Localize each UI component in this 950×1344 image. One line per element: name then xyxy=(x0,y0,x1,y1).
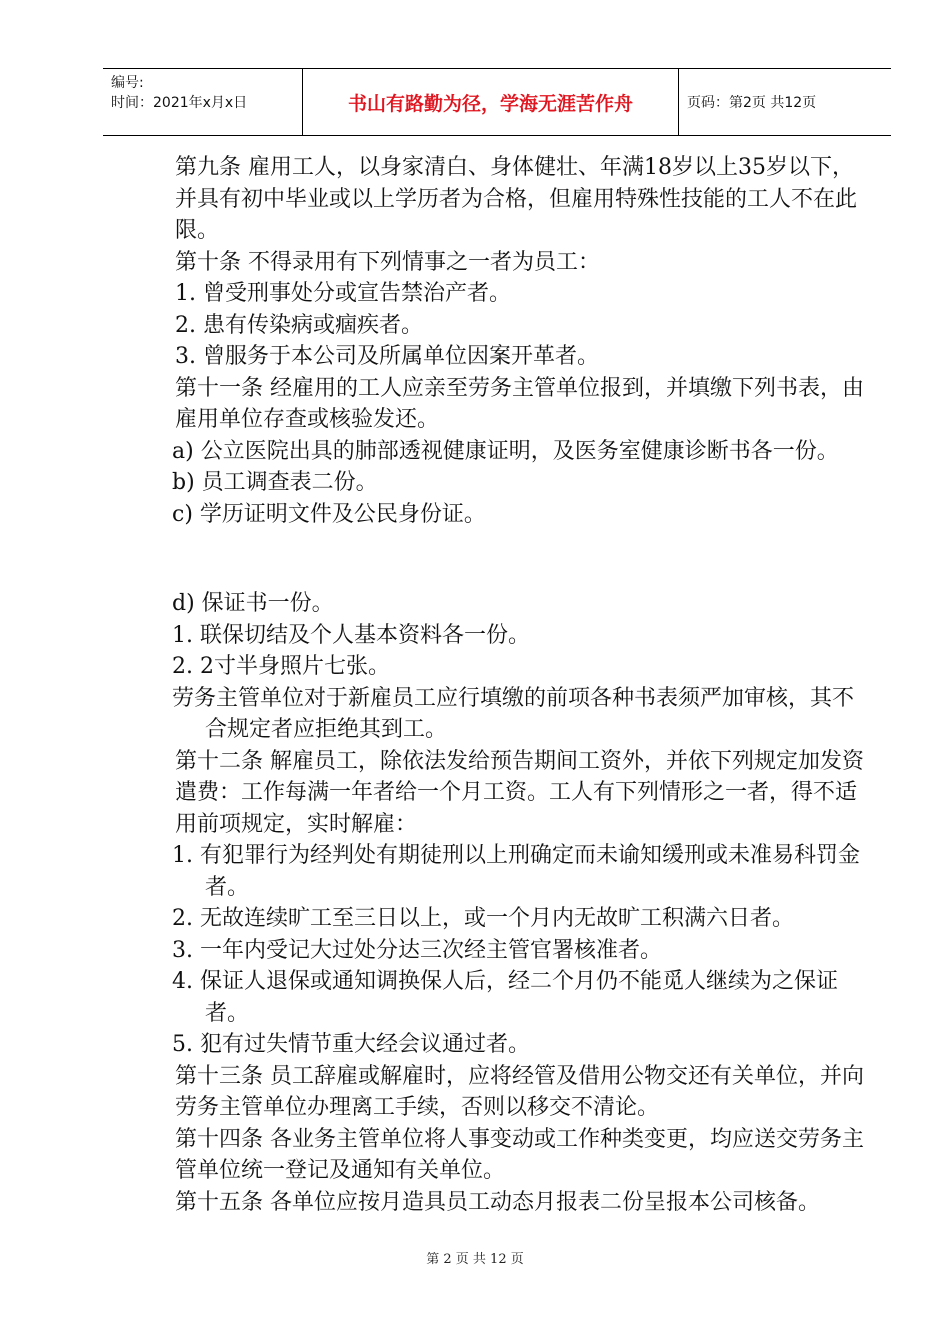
list-item: b) 员工调查表二份。 xyxy=(172,470,378,495)
spacer xyxy=(138,530,866,588)
list-item: a) 公立医院出具的肺部透视健康证明，及医务室健康诊断书各一份。 xyxy=(172,438,839,464)
document-body xyxy=(138,152,866,1218)
doc-number-label: 编号: xyxy=(111,75,144,91)
list-item: 1. 有犯罪行为经判处有期徒刑以上刑确定而未谕知缓刑或未准易科罚金者。 xyxy=(172,843,860,900)
header-page-number: 页码：第2页 共12页 xyxy=(687,95,817,111)
list-item: 1. 曾受刑事处分或宣告禁治产者。 xyxy=(175,281,511,306)
list-item: 3. 曾服务于本公司及所属单位因案开革者。 xyxy=(175,344,599,369)
list-item: 2. 2寸半身照片七张。 xyxy=(172,654,390,679)
list-item: c) 学历证明文件及公民身份证。 xyxy=(172,501,486,527)
header-motto: 书山有路勤为径，学海无涯苦作舟 xyxy=(303,69,679,135)
article-11: 第十一条 经雇用的工人应亲至劳务主管单位报到，并填缴下列书表，由雇用单位存查或核验发还。 xyxy=(175,375,864,432)
article-15: 第十五条 各单位应按月造具员工动态月报表二份呈报本公司核备。 xyxy=(175,1189,820,1215)
list-item: d) 保证书一份。 xyxy=(172,591,334,616)
list-item: 4. 保证人退保或通知调换保人后，经二个月仍不能觅人继续为之保证者。 xyxy=(172,969,838,1026)
list-item: 5. 犯有过失情节重大经会议通过者。 xyxy=(172,1032,530,1057)
review-paragraph: 劳务主管单位对于新雇员工应行填缴的前项各种书表须严加审核，其不合规定者应拒绝其到工。 xyxy=(172,685,855,742)
list-item: 2. 无故连续旷工至三日以上，或一个月内无故旷工积满六日者。 xyxy=(172,906,794,931)
article-13: 第十三条 员工辞雇或解雇时，应将经管及借用公物交还有关单位，并向劳务主管单位办理离工手续，否则以移交不清论。 xyxy=(175,1063,864,1120)
article-12: 第十二条 解雇员工，除依法发给预告期间工资外，并依下列规定加发资遣费：工作每满一年者给一个月工资。工人有下列情形之一者，得不适用前项规定，实时解雇： xyxy=(175,748,864,837)
list-item: 3. 一年内受记大过处分达三次经主管官署核准者。 xyxy=(172,937,662,963)
page-footer: 第 2 页 共 12 页 xyxy=(426,1252,524,1267)
doc-date-label: 时间：2021年x月x日 xyxy=(111,95,248,111)
list-item: 2. 患有传染病或痼疾者。 xyxy=(175,312,423,338)
article-14: 第十四条 各业务主管单位将人事变动或工作种类变更，均应送交劳务主管单位统一登记及通知有关单位。 xyxy=(175,1126,864,1183)
page-header xyxy=(103,68,891,136)
article-10: 第十条 不得录用有下列情事之一者为员工： xyxy=(175,249,600,275)
article-9: 第九条 雇用工人，以身家清白、身体健壮、年满18岁以上35岁以下，并具有初中毕业或以上学历者为合格，但雇用特殊性技能的工人不在此限。 xyxy=(175,155,858,243)
header-meta xyxy=(103,69,303,135)
list-item: 1. 联保切结及个人基本资料各一份。 xyxy=(172,622,530,648)
